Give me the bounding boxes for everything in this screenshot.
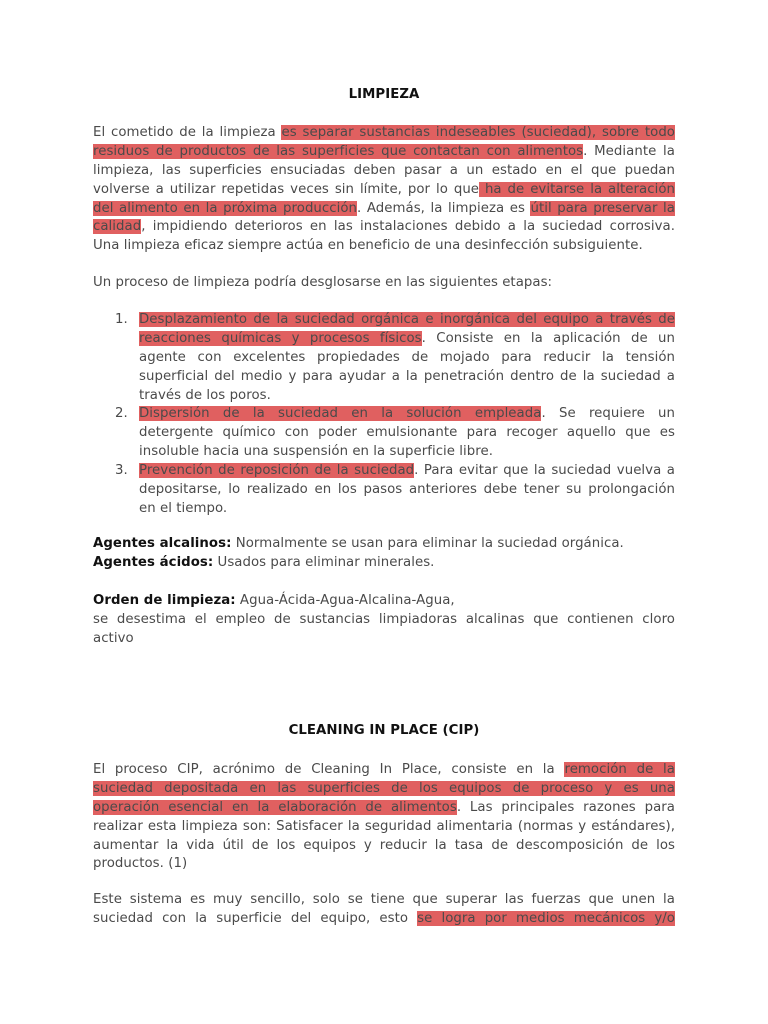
list-item-text [139, 462, 675, 519]
text-run: limpieza, las superficies ensuciadas deben pasar a un estado en el que puedan [93, 162, 675, 178]
text-run: en el tiempo. [139, 500, 228, 516]
highlighted-text: Desplazamiento de la suciedad orgánica e inorgánica del equipo a través de [139, 312, 675, 327]
text-run: través de los poros. [139, 387, 271, 403]
text-run: insoluble hacia una suspensión en la superficie libre. [139, 444, 494, 460]
text-run: , impidiendo deterioros en las instalaciones debido a la suciedad corrosiva. [141, 219, 675, 235]
highlighted-text: residuos de productos de las superficies que contactan con alimentos [93, 143, 584, 159]
text-line [93, 611, 675, 630]
acid-agents-label: Agentes ácidos: [93, 554, 214, 570]
highlighted-text: es separar sustancias indeseables (suciedad), sobre todo [281, 125, 675, 140]
highlighted-text: Prevención de reposición de la suciedad [139, 463, 415, 479]
text-run: suciedad con la superficie del equipo, esto [93, 910, 418, 926]
stages-list [93, 311, 675, 519]
alkaline-agents-text: Normalmente se usan para eliminar la suciedad orgánica. [231, 536, 624, 551]
cip-system-paragraph [93, 891, 675, 929]
text-run: superficial del medio y para ayudar a la penetración dentro de la suciedad a [139, 368, 675, 384]
text-line [139, 462, 675, 481]
agents-definitions [93, 535, 675, 573]
highlighted-text: se logra por medios mecánicos y/o [417, 910, 675, 926]
text-run: Este sistema es muy sencillo, solo se tiene que superar las fuerzas que unen la [93, 892, 675, 907]
highlighted-text: útil para preservar la [530, 200, 675, 216]
text-run: se desestima el empleo de sustancias limpiadoras alcalinas que contienen cloro [93, 611, 675, 627]
text-run: detergente químico con poder emulsionante para recoger aquello que es [139, 425, 675, 441]
cleaning-order-label: Orden de limpieza: [93, 593, 236, 608]
section-title-cip: CLEANING IN PLACE (CIP) [288, 723, 480, 738]
text-run: . Además, la limpieza es [357, 200, 531, 216]
text-line [93, 910, 675, 929]
text-line [139, 349, 675, 368]
text-run: . Consiste en la aplicación de un [421, 330, 675, 346]
text-line [93, 855, 675, 874]
text-line [93, 237, 675, 256]
text-line [93, 837, 675, 856]
text-run: El proceso CIP, acrónimo de Cleaning In Place, consiste en la [93, 762, 565, 777]
list-item-number: 3. [115, 463, 128, 479]
highlighted-text: del alimento en la próxima producción [93, 200, 358, 216]
cleaning-order-text: Agua-Ácida-Agua-Alcalina-Agua, [235, 593, 455, 608]
text-run: . Las principales razones para [456, 799, 675, 815]
text-line [93, 124, 675, 143]
text-line [93, 780, 675, 799]
list-item-text [139, 311, 675, 405]
cleaning-order [93, 592, 675, 649]
text-run: productos. (1) [93, 856, 188, 872]
text-line [139, 368, 675, 387]
text-line [139, 500, 675, 519]
highlighted-text: reacciones químicas y procesos físicos [139, 330, 422, 346]
text-run: volverse a utilizar repetidas veces sin límite, por lo que [93, 181, 480, 197]
text-line [139, 330, 675, 349]
stages-intro [93, 274, 675, 293]
text-run: . Mediante la [583, 143, 675, 159]
cip-paragraph [93, 761, 675, 874]
text-line [93, 143, 675, 162]
list-item-text [139, 405, 675, 462]
text-line [93, 162, 675, 181]
text-line [93, 799, 675, 818]
cleaning-order-line [93, 592, 675, 611]
list-item-number: 1. [115, 312, 128, 327]
text-run: El cometido de la limpieza [93, 125, 282, 140]
highlighted-text: Dispersión de la suciedad en la solución empleada [139, 406, 542, 422]
highlighted-text: calidad [93, 219, 142, 235]
text-line [139, 387, 675, 406]
acid-agents-text: Usados para eliminar minerales. [213, 554, 435, 570]
text-line [139, 311, 675, 330]
list-item-number: 2. [115, 406, 128, 422]
text-line [93, 761, 675, 780]
text-line [139, 405, 675, 424]
text-line [93, 181, 675, 200]
text-line [139, 481, 675, 500]
highlighted-text: operación esencial en la elaboración de alimentos [93, 799, 457, 815]
intro-paragraph [93, 124, 675, 256]
text-line [93, 818, 675, 837]
text-run: activo [93, 630, 134, 646]
highlighted-text: ha de evitarse la alteración [479, 181, 675, 197]
text-line [139, 424, 675, 443]
highlighted-text: suciedad depositada en las superficies de los equipos de proceso y es una [93, 780, 675, 796]
text-line [93, 200, 675, 219]
list-item [93, 462, 675, 519]
text-run: . Para evitar que la suciedad vuelva a [414, 463, 675, 479]
cleaning-order-note [93, 611, 675, 649]
alkaline-agents-line [93, 535, 675, 554]
acid-agents-line [93, 554, 675, 573]
list-item [93, 405, 675, 462]
text-run: aumentar la vida útil de los equipos y reducir la tasa de descomposición de los [93, 837, 675, 853]
list-item [93, 311, 675, 405]
stages-intro-text: Un proceso de limpieza podría desglosarse en las siguientes etapas: [93, 275, 553, 290]
highlighted-text: remoción de la [564, 762, 675, 777]
text-run: agente con excelentes propiedades de mojado para reducir la tensión [139, 349, 675, 365]
text-line [139, 443, 675, 462]
text-run: Una limpieza eficaz siempre actúa en beneficio de una desinfección subsiguiente. [93, 238, 643, 254]
text-line [93, 891, 675, 910]
text-run: . Se requiere un [541, 406, 676, 422]
text-line [93, 630, 675, 649]
text-line [93, 218, 675, 237]
text-run: realizar esta limpieza son: Satisfacer la seguridad alimentaria (normas y estándares), [93, 818, 675, 834]
text-run: depositarse, lo realizado en los pasos anteriores debe tener su prolongación [139, 482, 675, 498]
section-title-limpieza: LIMPIEZA [348, 87, 420, 102]
alkaline-agents-label: Agentes alcalinos: [93, 536, 232, 551]
